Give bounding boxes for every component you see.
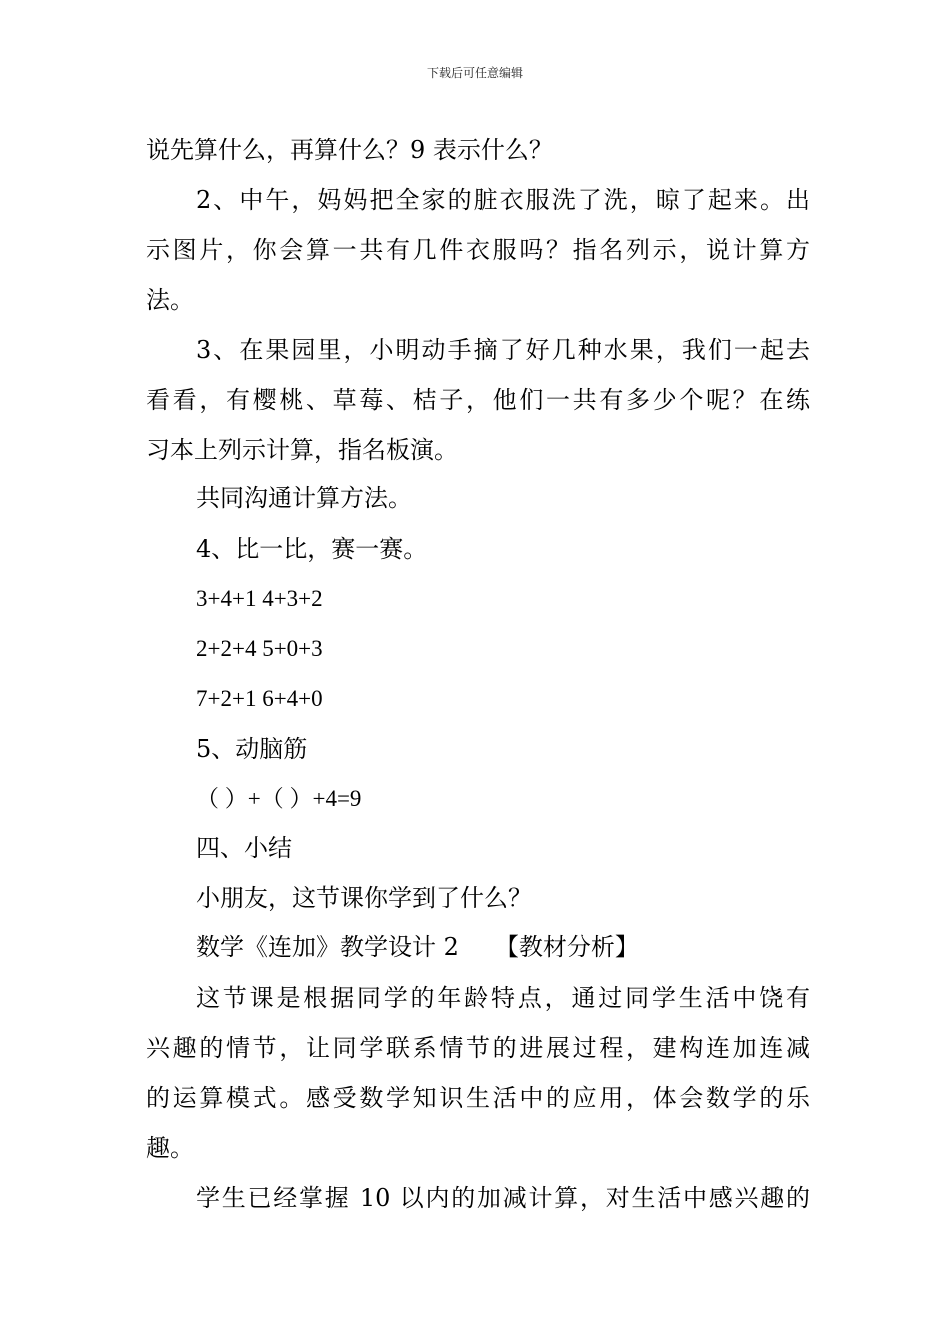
text-line: 这节课是根据同学的年龄特点，通过同学生活中饶有 (196, 984, 810, 1012)
section-heading: 四、小结 (196, 834, 292, 862)
text-line: 习本上列示计算，指名板演。 (146, 436, 458, 464)
text-line: 趣。 (146, 1134, 194, 1162)
page-header: 下载后可任意编辑 (426, 66, 523, 80)
text-line: 4、比一比，赛一赛。 (196, 535, 428, 563)
text-line: 5、动脑筋 (196, 735, 308, 763)
text-line: 共同沟通计算方法。 (196, 484, 412, 512)
text-line: 2、中午，妈妈把全家的脏衣服洗了洗，晾了起来。出 (196, 186, 810, 214)
text-line: 小朋友，这节课你学到了什么？ (196, 884, 532, 912)
text-line: 法。 (146, 286, 194, 314)
math-expression-line: 2+2+4 5+0+3 (196, 636, 323, 661)
math-expression-line: （ ）+（ ）+4=9 (196, 786, 362, 811)
text-line: 说先算什么，再算什么？9 表示什么？ (146, 136, 553, 164)
text-line: 看看，有樱桃、草莓、桔子，他们一共有多少个呢？在练 (146, 386, 810, 414)
math-expression-line: 7+2+1 6+4+0 (196, 686, 323, 711)
document-title: 数学《连加》教学设计 2 【教材分析】 (196, 933, 639, 961)
text-line: 3、在果园里，小明动手摘了好几种水果，我们一起去 (196, 336, 810, 364)
math-expression-line: 3+4+1 4+3+2 (196, 586, 323, 611)
text-line: 的运算模式。感受数学知识生活中的应用，体会数学的乐 (146, 1084, 810, 1112)
text-line: 示图片，你会算一共有几件衣服吗？指名列示，说计算方 (146, 236, 810, 264)
text-line: 学生已经掌握 10 以内的加减计算，对生活中感兴趣的 (196, 1184, 810, 1212)
text-line: 兴趣的情节，让同学联系情节的进展过程，建构连加连减 (146, 1034, 810, 1062)
